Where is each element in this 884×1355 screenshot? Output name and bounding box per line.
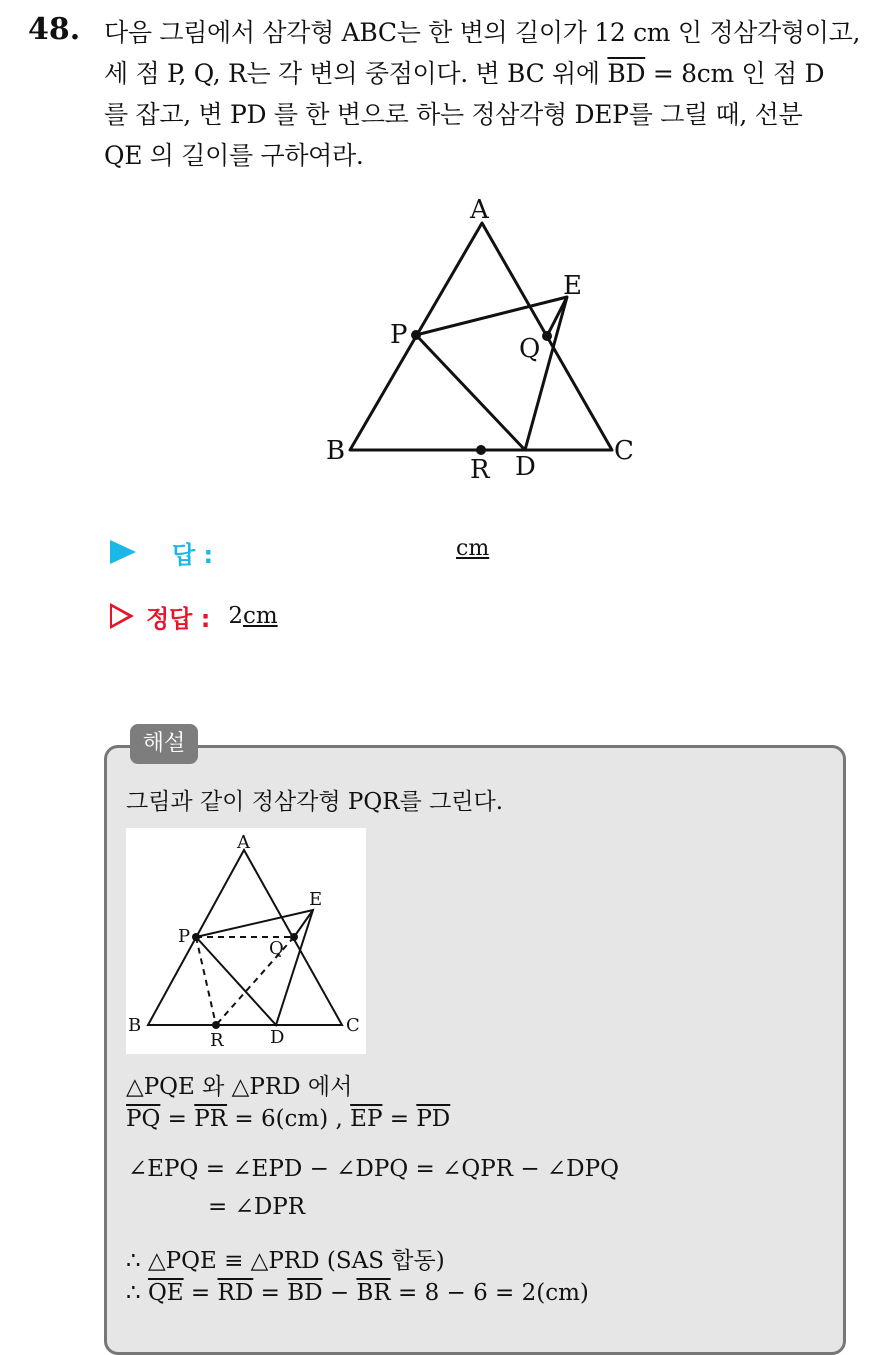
sol-label-r: R	[210, 1030, 224, 1051]
sol-label-b: B	[128, 1015, 142, 1036]
problem-line-2: 세 점 P, Q, R는 각 변의 중점이다. 변 BC 위에 $\overline{BD} = 8cm$ 인 점 D	[104, 59, 825, 88]
sol-dashed-pr	[196, 937, 216, 1025]
segment-bd: $\overline{BD}$	[607, 59, 646, 88]
sol-label-a: A	[237, 832, 250, 853]
sol-point-p	[192, 933, 200, 941]
sol-label-e: E	[309, 889, 323, 910]
solution-line-3: ∠EPQ = ∠EPD − ∠DPQ = ∠QPR − ∠DPQ	[128, 1156, 619, 1182]
label-r: R	[470, 455, 490, 485]
solution-line-4: = ∠DPR	[208, 1194, 306, 1220]
problem-number: 48.	[28, 12, 81, 47]
correct-value: 2cm	[228, 603, 278, 629]
problem-line-1: 다음 그림에서 삼각형 ABC는 한 변의 길이가 12 cm 인 정삼각형이고,	[104, 18, 861, 47]
solution-line-5: ∴ △PQE ≡ △PRD (SAS 합동)	[126, 1248, 445, 1274]
point-r	[476, 445, 486, 455]
sol-label-d: D	[270, 1027, 285, 1048]
problem-line-3: 를 잡고, 변 PD 를 한 변으로 하는 정삼각형 DEP를 그릴 때, 선분	[104, 100, 803, 129]
triangle-dep	[416, 297, 567, 450]
label-q: Q	[519, 334, 541, 364]
play-arrow-icon	[110, 540, 136, 564]
label-p: P	[390, 320, 408, 350]
solution-tag: 해설	[130, 724, 198, 764]
answer-unit: cm	[456, 536, 490, 561]
answer-row	[110, 532, 490, 572]
label-e: E	[563, 271, 582, 301]
solution-figure	[126, 828, 366, 1054]
hollow-arrow-icon	[110, 603, 134, 629]
solution-line-1: △PQE 와 △PRD 에서	[126, 1074, 353, 1100]
solution-line-6: ∴ $\overline{QE} = \overline{RD} = \overline{BD} - \overline{BR} = 8 - 6 = 2(cm)$	[126, 1280, 589, 1306]
label-d: D	[515, 452, 536, 482]
correct-label: 정답 :	[146, 604, 211, 633]
label-b: B	[326, 436, 346, 466]
label-a: A	[470, 195, 489, 225]
sol-label-c: C	[346, 1015, 360, 1036]
sol-point-q	[290, 933, 298, 941]
solution-intro: 그림과 같이 정삼각형 PQR를 그린다.	[126, 789, 504, 815]
sol-label-p: P	[178, 926, 191, 947]
main-figure	[0, 0, 884, 500]
solution-line-2: $\overline{PQ} = \overline{PR} = 6(cm)$ , $\overline{EP} = \overline{PD}$	[126, 1106, 451, 1132]
point-p	[411, 330, 421, 340]
answer-label: 답 :	[172, 540, 214, 569]
sol-label-q: Q	[269, 938, 284, 959]
point-q	[542, 331, 552, 341]
label-c: C	[614, 436, 634, 466]
problem-line-4: QE 의 길이를 구하여라.	[104, 141, 364, 170]
sol-triangle-dep	[196, 910, 313, 1025]
sol-point-r	[212, 1021, 220, 1029]
correct-answer-row	[110, 596, 278, 636]
